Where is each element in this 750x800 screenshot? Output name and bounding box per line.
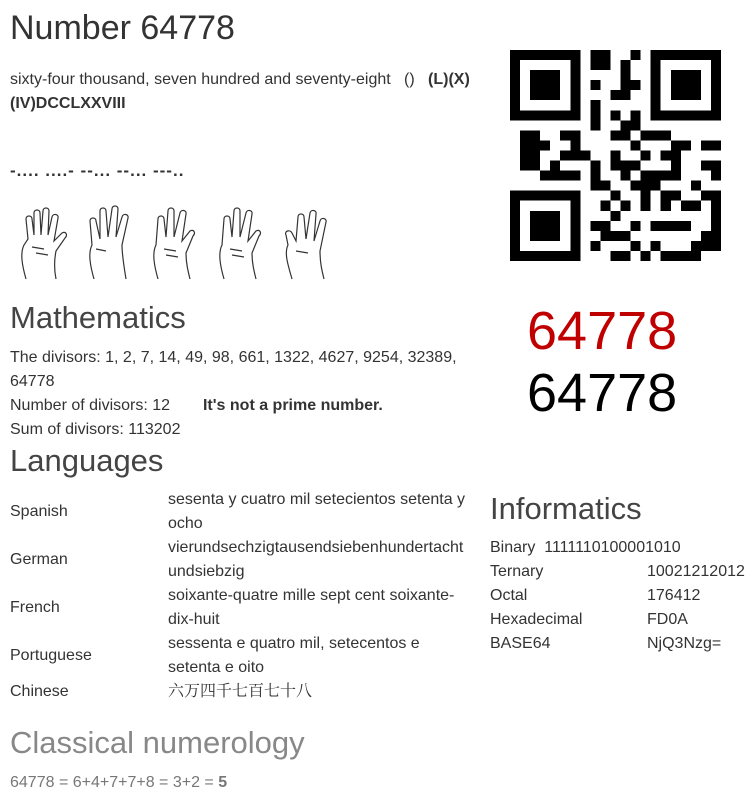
- informatics-row: [490, 584, 745, 608]
- language-value: 六万四千七百七十八: [168, 683, 313, 700]
- qr-code: [510, 50, 721, 266]
- binary-label: Binary: [490, 539, 536, 556]
- morse-code: -.... ....- --... --... ---..: [10, 161, 185, 180]
- informatics-value: NjQ3Nzg=: [647, 635, 722, 652]
- informatics-label: Ternary: [490, 563, 544, 580]
- numerology-section: [10, 725, 510, 795]
- paren-text: (): [404, 71, 415, 88]
- informatics-row: [490, 560, 745, 584]
- hand-icon: [80, 205, 142, 281]
- language-value: sessenta e quatro mil, setecentos e setenta e oito: [168, 635, 420, 676]
- number-display-red: 64778: [527, 301, 678, 361]
- languages-table: [10, 488, 468, 704]
- divisor-count: Number of divisors: 12: [10, 397, 171, 414]
- informatics-table: [490, 560, 745, 656]
- language-value: sesenta y cuatro mil setecientos setenta y ocho: [168, 491, 466, 532]
- informatics-label: Hexadecimal: [490, 611, 583, 628]
- numerology-formula-row: [10, 771, 510, 795]
- numerology-result: 5: [218, 774, 228, 791]
- informatics-row: [490, 632, 745, 656]
- number-words-block: [10, 68, 480, 116]
- language-value: soixante-quatre mille sept cent soixante-dix-huit: [168, 587, 455, 628]
- informatics-value: 10021212012: [647, 563, 745, 580]
- binary-row: [490, 536, 748, 560]
- informatics-section: [490, 536, 748, 656]
- language-name: Chinese: [10, 683, 69, 700]
- number-display-black: 64778: [527, 363, 678, 423]
- numerology-formula: 64778 = 6+4+7+7+8 = 3+2 =: [10, 774, 219, 791]
- hand-icon: [278, 205, 340, 281]
- languages-heading: Languages: [10, 443, 164, 478]
- page-title: Number 64778: [10, 9, 235, 47]
- numerology-heading: Classical numerology: [10, 725, 305, 760]
- language-row: [10, 632, 468, 680]
- informatics-value: FD0A: [647, 611, 688, 628]
- binary-value: 1111110100001010: [544, 539, 681, 556]
- number-words: sixty-four thousand, seven hundred and seventy-eight: [10, 71, 391, 88]
- language-row: [10, 584, 468, 632]
- language-row: [10, 680, 468, 704]
- language-row: [10, 488, 468, 536]
- language-name: French: [10, 599, 60, 616]
- language-value: vierundsechzigtausendsiebenhundertachtundsiebzig: [168, 539, 464, 580]
- language-name: Spanish: [10, 503, 68, 520]
- language-name: Portuguese: [10, 647, 92, 664]
- divisors-line: The divisors: 1, 2, 7, 14, 49, 98, 661, 1322, 4627, 9254, 32389, 64778: [10, 349, 457, 390]
- language-row: [10, 536, 468, 584]
- finger-count-images: [14, 205, 340, 281]
- mathematics-section: [10, 346, 470, 442]
- divisor-count-row: [10, 394, 470, 418]
- prime-status: It's not a prime number.: [202, 397, 383, 414]
- informatics-label: Octal: [490, 587, 528, 604]
- hand-icon: [212, 205, 274, 281]
- language-name: German: [10, 551, 68, 568]
- roman-numeral: (L)(X)(IV)DCCLXXVIII: [10, 71, 470, 112]
- divisor-sum: Sum of divisors: 113202: [10, 421, 181, 438]
- hand-icon: [14, 205, 76, 281]
- informatics-heading: Informatics: [490, 491, 642, 526]
- informatics-row: [490, 608, 745, 632]
- informatics-value: 176412: [647, 587, 701, 604]
- informatics-label: BASE64: [490, 635, 551, 652]
- mathematics-heading: Mathematics: [10, 300, 186, 335]
- hand-icon: [146, 205, 208, 281]
